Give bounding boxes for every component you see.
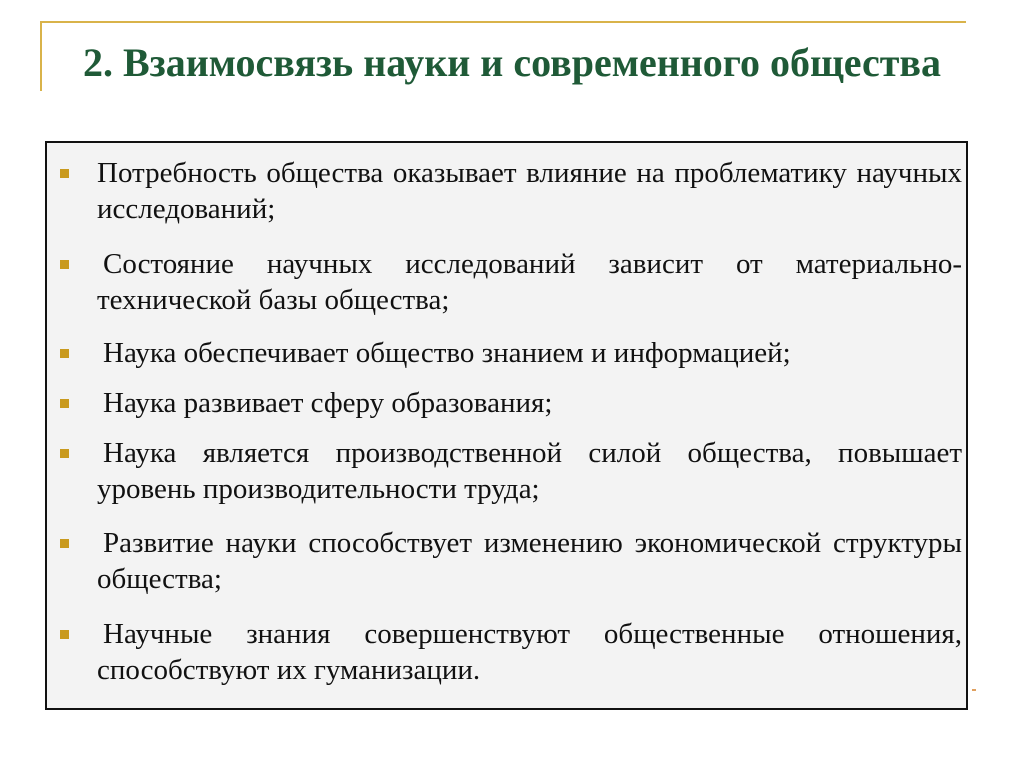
- square-bullet-icon: [60, 539, 69, 548]
- frame-line-tick: [972, 689, 976, 691]
- bullet-text: Наука развивает сферу образования;: [103, 387, 553, 419]
- square-bullet-icon: [60, 169, 69, 178]
- slide-title: 2. Взаимосвязь науки и современного общества: [82, 40, 941, 85]
- frame-line-top: [40, 21, 966, 23]
- bullet-text: Развитие науки способствует изменению экономической структуры общества;: [97, 527, 962, 595]
- bullet-text: Состояние научных исследований зависит от материально-технической базы общества;: [97, 248, 962, 316]
- bullet-text: Наука обеспечивает общество знанием и информацией;: [103, 337, 791, 369]
- bullet-text: Потребность общества оказывает влияние на проблематику научных исследований;: [97, 157, 962, 225]
- square-bullet-icon: [60, 260, 69, 269]
- square-bullet-icon: [60, 399, 69, 408]
- frame-line-left: [40, 21, 42, 91]
- content-box: [45, 141, 968, 710]
- bullet-text: Наука является производственной силой общества, повышает уровень производительности труда;: [97, 437, 962, 505]
- square-bullet-icon: [60, 449, 69, 458]
- square-bullet-icon: [60, 349, 69, 358]
- bullet-text: Научные знания совершенствуют общественные отношения, способствуют их гуманизации.: [97, 618, 962, 686]
- square-bullet-icon: [60, 630, 69, 639]
